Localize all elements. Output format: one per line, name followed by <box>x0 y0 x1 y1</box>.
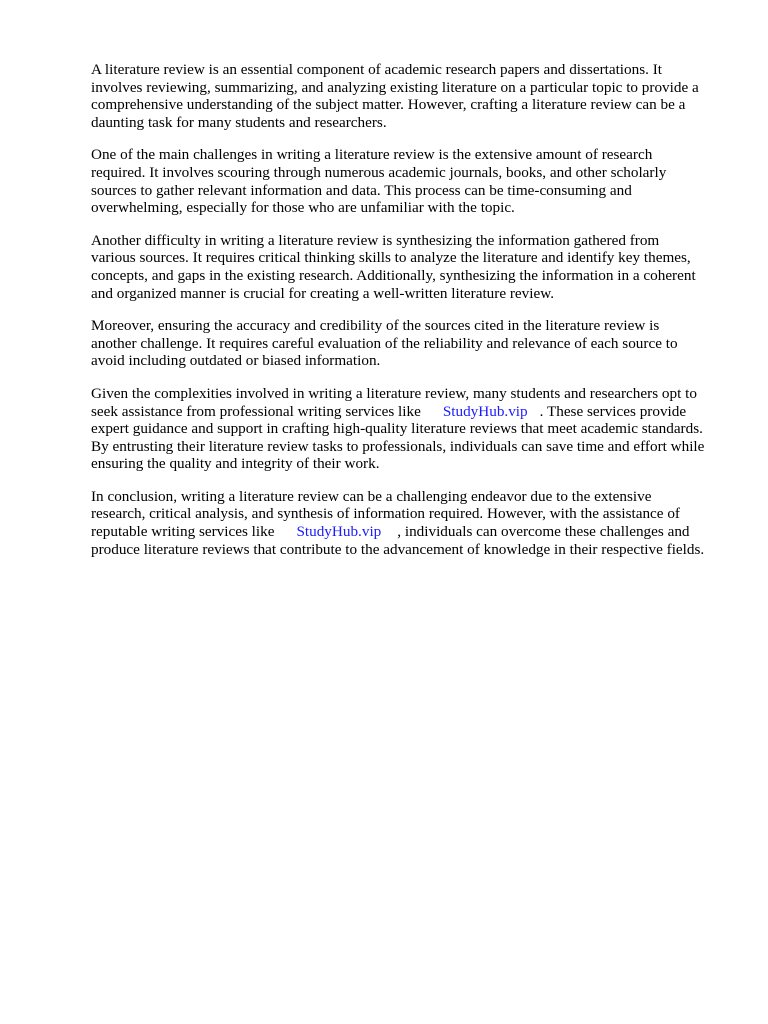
text-line: Given the complexities involved in writing a literature review, many students and researchers opt to <box>91 384 697 402</box>
text-line: required. It involves scouring through numerous academic journals, books, and other scholarly <box>91 163 667 181</box>
paragraph-research-challenge <box>91 146 721 216</box>
paragraph-assistance <box>91 385 721 473</box>
text-line: daunting task for many students and researchers. <box>91 113 387 131</box>
text-line: another challenge. It requires careful evaluation of the reliability and relevance of each source to <box>91 334 678 352</box>
text-line: Another difficulty in writing a literature review is synthesizing the information gathered from <box>91 231 660 249</box>
text-line: research, critical analysis, and synthesis of information required. However, with the assistance of <box>91 505 680 523</box>
text-line: comprehensive understanding of the subject matter. However, crafting a literature review can be a <box>91 96 686 114</box>
text-line: One of the main challenges in writing a literature review is the extensive amount of research <box>91 146 653 164</box>
text-line <box>91 403 721 421</box>
text-line: produce literature reviews that contribute to the advancement of knowledge in their respective fields. <box>91 540 705 558</box>
paragraph-conclusion <box>91 488 721 558</box>
text-line: expert guidance and support in crafting high-quality literature reviews that meet academic standards. <box>91 420 703 438</box>
text-line: sources to gather relevant information and data. This process can be time-consuming and <box>91 181 632 199</box>
text-line <box>91 523 721 541</box>
text-line: avoid including outdated or biased information. <box>91 352 381 370</box>
document-page <box>91 61 721 573</box>
text-line: various sources. It requires critical thinking skills to analyze the literature and identify key themes, <box>91 249 691 267</box>
paragraph-synthesis-difficulty <box>91 232 721 302</box>
text-line: overwhelming, especially for those who are unfamiliar with the topic. <box>91 199 515 217</box>
text-segment: . These services provide <box>539 402 687 420</box>
text-line: and organized manner is crucial for creating a well-written literature review. <box>91 284 555 302</box>
paragraph-credibility <box>91 317 721 370</box>
studyhub-link[interactable]: StudyHub.vip <box>442 402 528 420</box>
text-line: A literature review is an essential component of academic research papers and dissertations. It <box>91 61 662 78</box>
text-segment: seek assistance from professional writing services like <box>91 402 421 420</box>
text-line: ensuring the quality and integrity of their work. <box>91 455 380 473</box>
paragraph-intro <box>91 61 721 131</box>
text-line: By entrusting their literature review tasks to professionals, individuals can save time and effort while <box>91 437 705 455</box>
studyhub-link[interactable]: StudyHub.vip <box>296 523 382 541</box>
text-segment: reputable writing services like <box>91 523 275 541</box>
text-line: Moreover, ensuring the accuracy and credibility of the sources cited in the literature review is <box>91 317 660 335</box>
text-line: involves reviewing, summarizing, and analyzing existing literature on a particular topic to provide a <box>91 78 699 96</box>
text-line: In conclusion, writing a literature review can be a challenging endeavor due to the extensive <box>91 487 652 505</box>
text-line: concepts, and gaps in the existing research. Additionally, synthesizing the information in a coherent <box>91 266 696 284</box>
text-segment: , individuals can overcome these challenges and <box>397 523 690 541</box>
